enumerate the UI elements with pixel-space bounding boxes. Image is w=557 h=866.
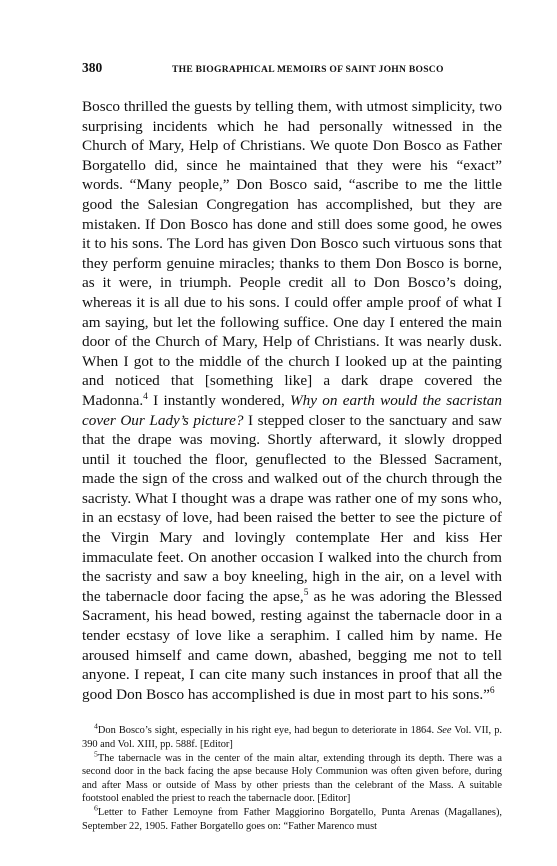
footnote-text: Letter to Father Lemoyne from Father Maggiorino Borgatello, Punta Arenas (Magallanes), September 22, 1905. Father Borgatello goes on: “Father Marenco must: [82, 806, 502, 832]
footnote-italic: See: [437, 725, 452, 737]
footnote-marker-5: 5: [303, 587, 309, 598]
italic-thought: Why on earth would the sacristan cover Our Lady’s picture?: [82, 391, 502, 429]
body-text: [82, 97, 502, 704]
running-header: [82, 60, 502, 82]
footnote-marker-4: 4: [143, 391, 148, 402]
text-segment-3: I stepped closer to the sanctuary and saw that the drape was moving. Shortly afterward, it slowly dropped until it touched the floor, genuflected to the Blessed Sacrament, made the sign of the cross and walked out of the church through the sacristy. What I thought was a drape was rather one of my sons who, in an ecstasy of love, had been raised the better to see the picture of the Virgin Mary and lovingly contemplate Her and kiss Her immaculate feet. On another occasion I walked into the church from the sacristy and saw a boy kneeling, high in the air, on a level with the tabernacle door facing the apse,: [82, 411, 502, 605]
footnote-4: [82, 721, 502, 751]
running-title: THE BIOGRAPHICAL MEMOIRS OF SAINT JOHN BOSCO: [172, 64, 444, 75]
footnote-marker-6: 6: [489, 685, 495, 696]
footnote-number: 5: [94, 749, 98, 759]
footnote-5: [82, 749, 502, 806]
footnote-text: Don Bosco’s sight, especially in his right eye, had begun to deteriorate in 1864.: [97, 725, 438, 737]
book-page: [82, 60, 502, 833]
text-segment-4: as he was adoring the Blessed Sacrament, his head bowed, resting against the tabernacle door in a tender ecstasy of love like a seraphim. I called him by name. He aroused himself and came down, abashed, begging me not to tell anyone. I repeat, I can cite many such instances in proof that all the good Don Bosco has accomplished is due in most part to his sons.”: [82, 587, 502, 703]
footnote-number: 6: [94, 803, 98, 813]
footnote-number: 4: [94, 721, 98, 731]
footnote-text: The tabernacle was in the center of the main altar, extending through its depth. There was a second door in the back facing the apse because Holy Communion was often given before, during and after Mass or outside of Mass by other priests than the celebrant of the Mass. A suitable footstool enabled the priest to reach the tabernacle door. [Editor]: [82, 752, 502, 805]
page-number: 380: [82, 60, 103, 75]
footnote-6: [82, 803, 502, 833]
text-segment-1: Bosco thrilled the guests by telling them, with utmost simplicity, two surprising incidents which he had personally witnessed in the Church of Mary, Help of Christians. We quote Don Bosco as Father Borgatello did, since he maintained that they were his “exact” words. “Many people,” Don Bosco said, “ascribe to me the little good the Salesian Congregation has accomplished, but they are mistaken. If Don Bosco has done and still does some good, he owes it to his sons. The Lord has given Don Bosco such virtuous sons that they perform genuine miracles; thanks to them Don Bosco is borne, as it were, in triumph. People credit all to Don Bosco’s doing, whereas it is all due to his sons. I could offer ample proof of what I am saying, but let the following suffice. One day I entered the main door of the Church of Mary, Help of Christians. It was nearly dusk. When I got to the middle of the church I looked up at the painting and noticed that [something like] a dark drape covered the Madonna.: [82, 98, 502, 409]
footnote-text-rest: Vol. VII, p. 390 and Vol. XIII, pp. 588f. [Editor]: [82, 725, 502, 750]
text-segment-2: I instantly wondered,: [147, 391, 291, 409]
main-paragraph: [82, 97, 502, 704]
footnotes: [82, 721, 502, 833]
